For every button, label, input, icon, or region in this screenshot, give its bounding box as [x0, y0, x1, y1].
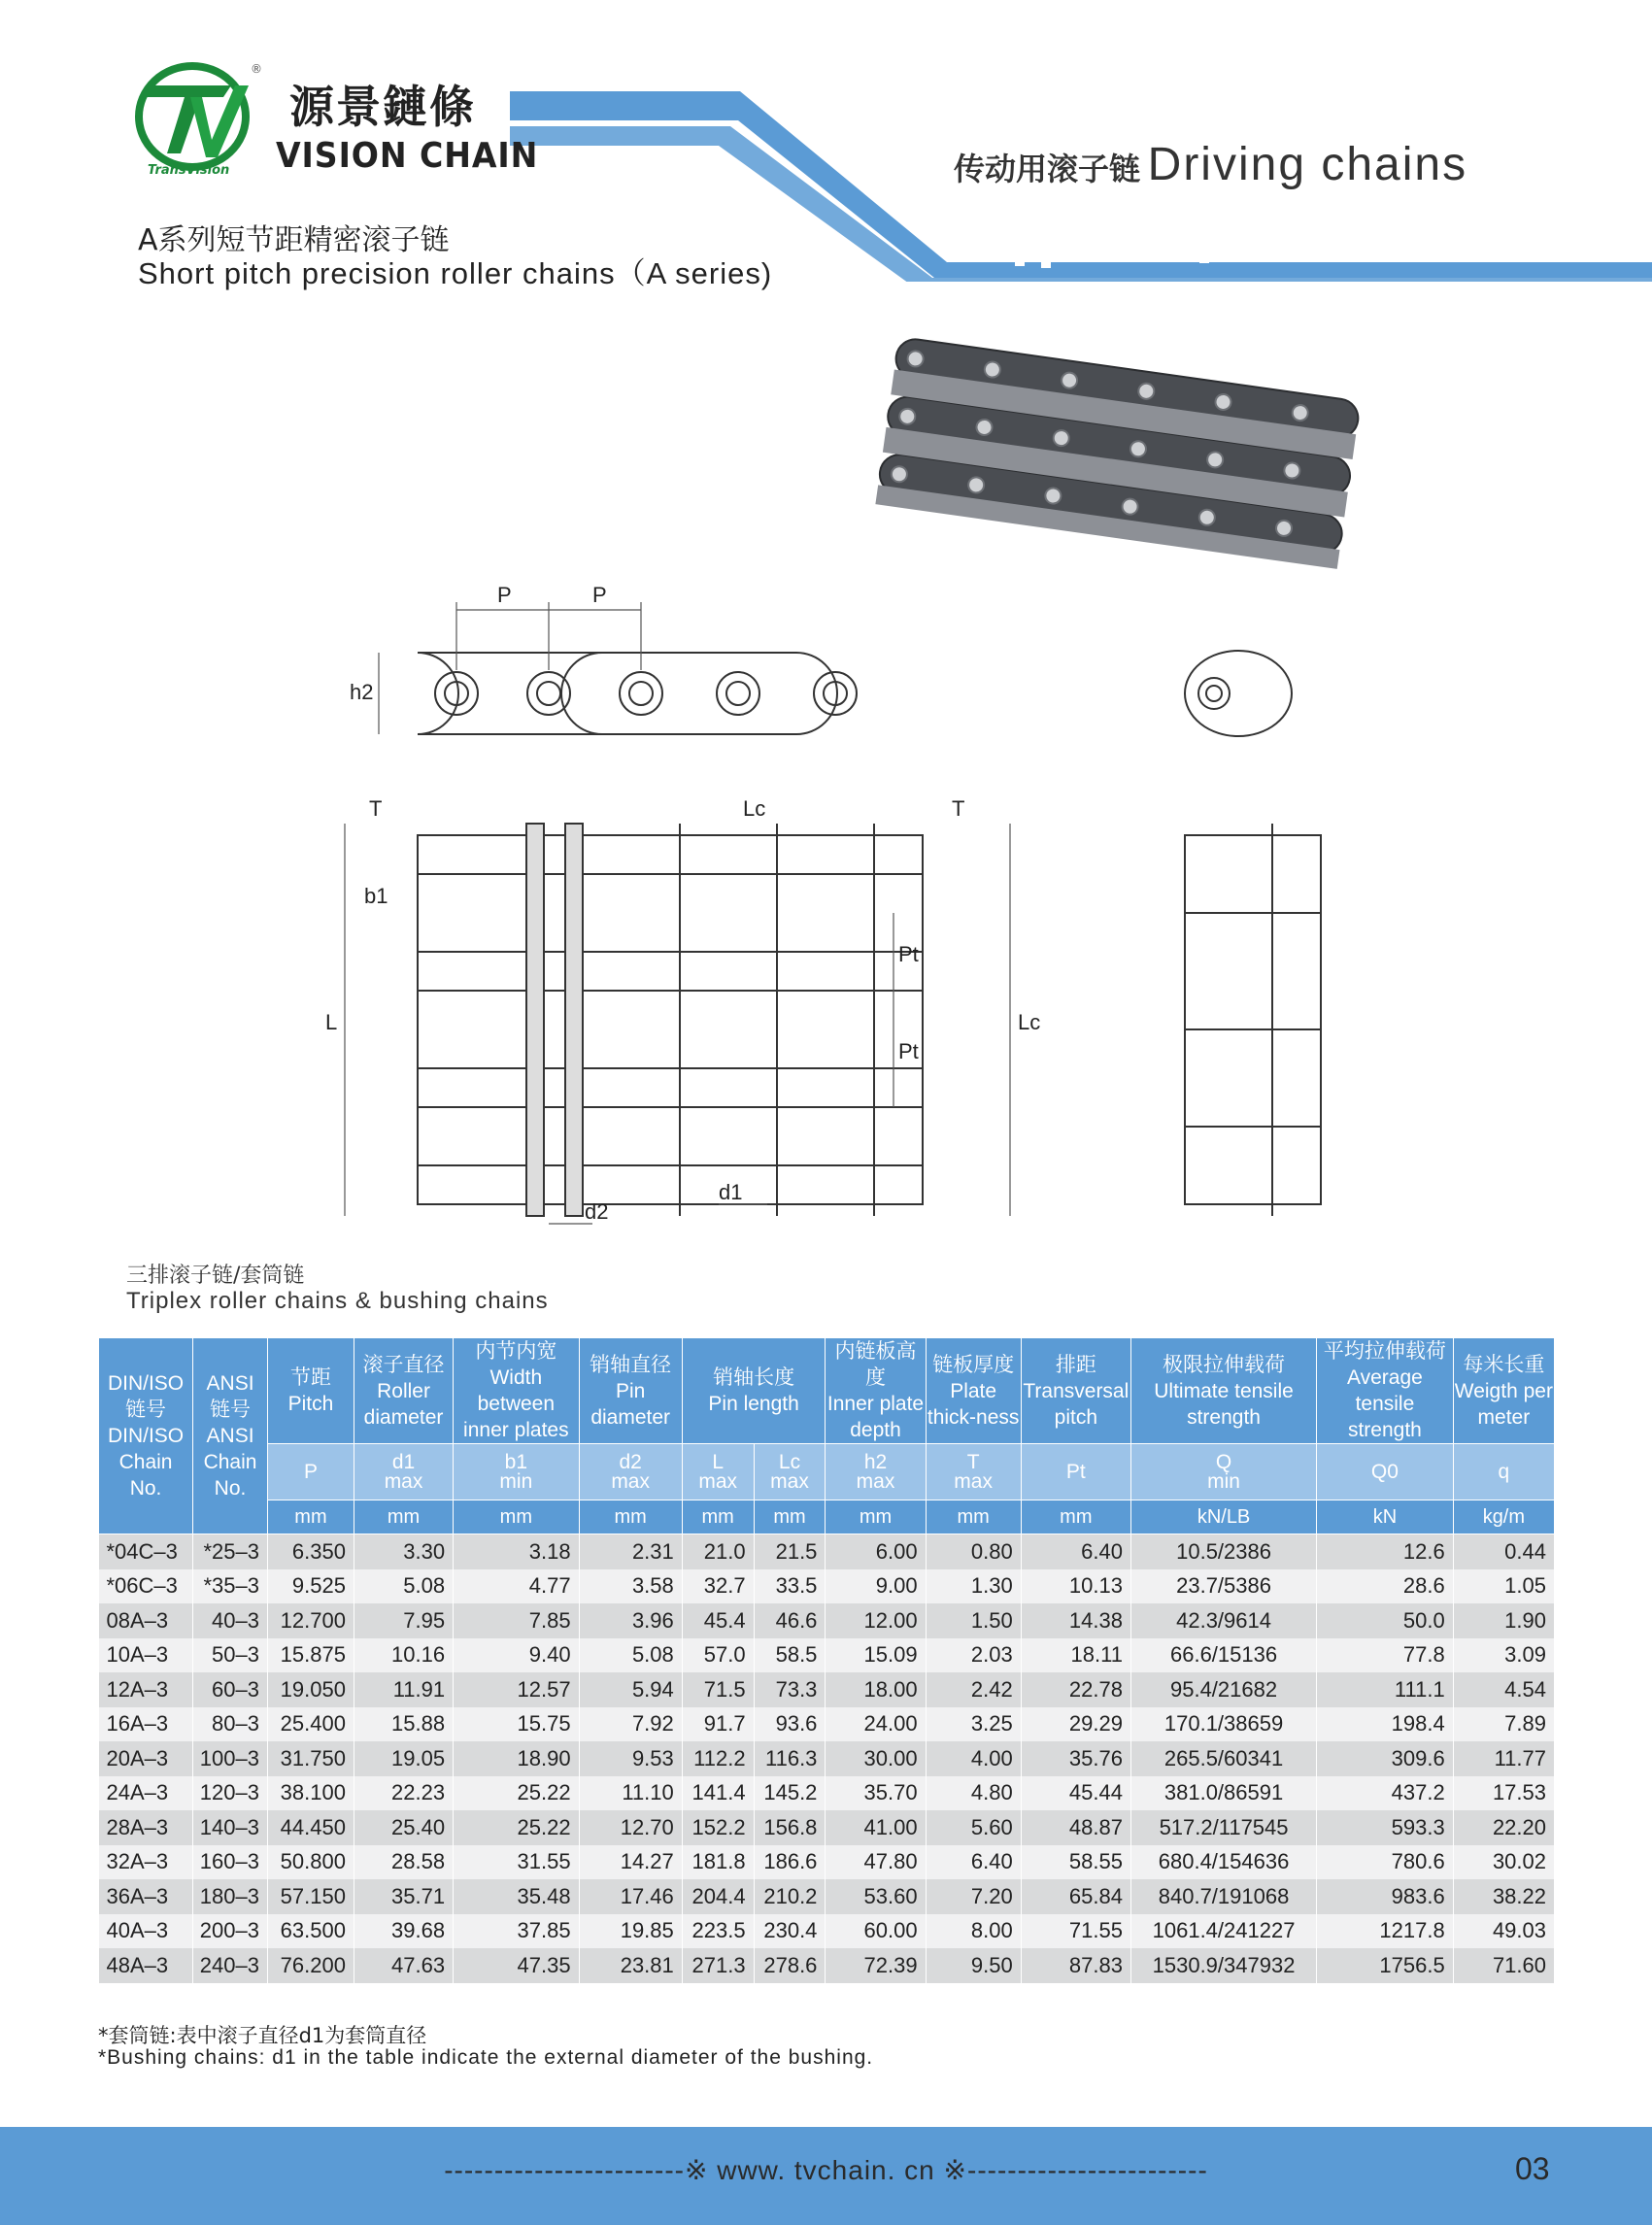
table-cell: 36A–3: [99, 1879, 193, 1914]
label-pt-2: Pt: [898, 1039, 919, 1063]
table-caption-cn: 三排滚子链/套筒链: [126, 1264, 305, 1288]
table-cell: 20A–3: [99, 1741, 193, 1776]
sym-lc: Lc max: [754, 1444, 826, 1500]
col-head-ultimate-strength: 极限拉伸载荷 Ultimate tensile strength: [1130, 1338, 1316, 1444]
table-cell: 19.85: [579, 1914, 682, 1949]
table-cell: 5.94: [579, 1672, 682, 1707]
table-cell: 230.4: [754, 1914, 826, 1949]
label-l: L: [325, 1010, 338, 1034]
table-cell: 7.20: [926, 1879, 1021, 1914]
table-cell: 87.83: [1021, 1948, 1130, 1983]
table-cell: 58.5: [754, 1638, 826, 1673]
unit-d2: mm: [579, 1500, 682, 1534]
sym-b1: b1 min: [454, 1444, 579, 1500]
section-title-en: Driving chains: [1147, 139, 1468, 190]
col-head-roller: 滚子直径 Roller diameter: [354, 1338, 453, 1444]
table-cell: 12.00: [826, 1603, 926, 1638]
section-title: [954, 138, 1467, 191]
table-cell: 22.20: [1453, 1810, 1554, 1845]
table-cell: 680.4/154636: [1130, 1845, 1316, 1880]
table-cell: 210.2: [754, 1879, 826, 1914]
chain-photo: [864, 330, 1379, 592]
table-cell: 71.60: [1453, 1948, 1554, 1983]
table-cell: 57.150: [267, 1879, 354, 1914]
table-row: [99, 1707, 1555, 1742]
table-cell: 76.200: [267, 1948, 354, 1983]
table-cell: 15.875: [267, 1638, 354, 1673]
sym-weight: q: [1453, 1444, 1554, 1500]
table-cell: *35–3: [193, 1569, 268, 1604]
table-cell: 77.8: [1317, 1638, 1454, 1673]
table-cell: 1.05: [1453, 1569, 1554, 1604]
table-cell: 08A–3: [99, 1603, 193, 1638]
table-cell: 24.00: [826, 1707, 926, 1742]
spec-table-body: [99, 1534, 1555, 1983]
section-title-cn: 传动用滚子链: [954, 151, 1141, 187]
table-cell: 93.6: [754, 1707, 826, 1742]
table-cell: 45.44: [1021, 1776, 1130, 1811]
table-cell: 28.58: [354, 1845, 453, 1880]
sym-t: T max: [926, 1444, 1021, 1500]
table-cell: 40–3: [193, 1603, 268, 1638]
table-cell: 1.90: [1453, 1603, 1554, 1638]
table-cell: 170.1/38659: [1130, 1707, 1316, 1742]
unit-lc: mm: [754, 1500, 826, 1534]
table-cell: 19.05: [354, 1741, 453, 1776]
col-head-ansi: ANSI 链号 ANSI Chain No.: [193, 1338, 268, 1534]
table-cell: 5.08: [579, 1638, 682, 1673]
col-head-plate-depth: 内链板高度 Inner plate depth: [826, 1338, 926, 1444]
label-lc-top: Lc: [743, 796, 766, 821]
table-cell: 45.4: [682, 1603, 754, 1638]
table-cell: 9.40: [454, 1638, 579, 1673]
table-cell: 48.87: [1021, 1810, 1130, 1845]
table-cell: 145.2: [754, 1776, 826, 1811]
table-cell: 44.450: [267, 1810, 354, 1845]
table-cell: 7.95: [354, 1603, 453, 1638]
col-head-plate-thickness: 链板厚度 Plate thick-ness: [926, 1338, 1021, 1444]
table-cell: 35.76: [1021, 1741, 1130, 1776]
table-cell: 50–3: [193, 1638, 268, 1673]
table-cell: 265.5/60341: [1130, 1741, 1316, 1776]
table-cell: 49.03: [1453, 1914, 1554, 1949]
table-cell: 17.53: [1453, 1776, 1554, 1811]
table-cell: 30.02: [1453, 1845, 1554, 1880]
table-cell: 57.0: [682, 1638, 754, 1673]
table-cell: 6.00: [826, 1534, 926, 1569]
spec-table: [98, 1337, 1555, 1983]
table-cell: 1.30: [926, 1569, 1021, 1604]
table-cell: 181.8: [682, 1845, 754, 1880]
table-cell: 60–3: [193, 1672, 268, 1707]
table-cell: 9.525: [267, 1569, 354, 1604]
table-cell: 4.77: [454, 1569, 579, 1604]
table-cell: 39.68: [354, 1914, 453, 1949]
sym-q: Q min: [1130, 1444, 1316, 1500]
table-cell: 3.09: [1453, 1638, 1554, 1673]
table-cell: 48A–3: [99, 1948, 193, 1983]
table-cell: 23.7/5386: [1130, 1569, 1316, 1604]
table-cell: 271.3: [682, 1948, 754, 1983]
table-cell: 15.09: [826, 1638, 926, 1673]
table-cell: 5.60: [926, 1810, 1021, 1845]
table-cell: 47.80: [826, 1845, 926, 1880]
table-cell: 91.7: [682, 1707, 754, 1742]
table-cell: 12A–3: [99, 1672, 193, 1707]
table-cell: 63.500: [267, 1914, 354, 1949]
table-cell: 18.11: [1021, 1638, 1130, 1673]
unit-b1: mm: [454, 1500, 579, 1534]
table-cell: 141.4: [682, 1776, 754, 1811]
table-cell: 120–3: [193, 1776, 268, 1811]
label-lc-right: Lc: [1018, 1010, 1041, 1034]
table-cell: 15.88: [354, 1707, 453, 1742]
table-cell: 7.85: [454, 1603, 579, 1638]
table-cell: 186.6: [754, 1845, 826, 1880]
table-cell: 11.77: [1453, 1741, 1554, 1776]
label-t-left: T: [369, 796, 383, 821]
label-p-2: P: [592, 583, 607, 607]
chain-technical-drawing: [311, 583, 1360, 1233]
table-cell: 30.00: [826, 1741, 926, 1776]
col-head-transversal-pitch: 排距 Transversal pitch: [1021, 1338, 1130, 1444]
unit-q0: kN: [1317, 1500, 1454, 1534]
table-cell: 780.6: [1317, 1845, 1454, 1880]
table-cell: 14.27: [579, 1845, 682, 1880]
unit-p: mm: [267, 1500, 354, 1534]
table-cell: 38.22: [1453, 1879, 1554, 1914]
unit-l: mm: [682, 1500, 754, 1534]
col-head-width: 内节内宽 Width between inner plates: [454, 1338, 579, 1444]
table-cell: 240–3: [193, 1948, 268, 1983]
table-cell: *04C–3: [99, 1534, 193, 1569]
table-cell: 2.42: [926, 1672, 1021, 1707]
unit-q: kN/LB: [1130, 1500, 1316, 1534]
unit-t: mm: [926, 1500, 1021, 1534]
table-cell: 111.1: [1317, 1672, 1454, 1707]
registered-mark: ®: [251, 62, 262, 76]
table-row: [99, 1810, 1555, 1845]
table-cell: 46.6: [754, 1603, 826, 1638]
table-cell: 15.75: [454, 1707, 579, 1742]
label-d2: d2: [585, 1199, 609, 1224]
sym-h2: h2 max: [826, 1444, 926, 1500]
table-cell: 17.46: [579, 1879, 682, 1914]
table-cell: 6.40: [926, 1845, 1021, 1880]
table-cell: 11.10: [579, 1776, 682, 1811]
table-cell: 22.23: [354, 1776, 453, 1811]
table-cell: 9.53: [579, 1741, 682, 1776]
label-b1: b1: [364, 884, 388, 908]
table-cell: 200–3: [193, 1914, 268, 1949]
sym-d2: d2 max: [579, 1444, 682, 1500]
col-head-average-strength: 平均拉伸载荷 Average tensile strength: [1317, 1338, 1454, 1444]
table-row: [99, 1948, 1555, 1983]
table-cell: 983.6: [1317, 1879, 1454, 1914]
table-cell: 58.55: [1021, 1845, 1130, 1880]
table-cell: 156.8: [754, 1810, 826, 1845]
table-cell: 71.55: [1021, 1914, 1130, 1949]
table-cell: 198.4: [1317, 1707, 1454, 1742]
table-cell: 32A–3: [99, 1845, 193, 1880]
table-cell: 18.00: [826, 1672, 926, 1707]
footer-website: ------------------------※ www. tvchain. cn ※------------------------: [444, 2155, 1208, 2185]
table-cell: 10.5/2386: [1130, 1534, 1316, 1569]
table-cell: 4.00: [926, 1741, 1021, 1776]
label-d1: d1: [719, 1180, 743, 1204]
table-cell: 10.13: [1021, 1569, 1130, 1604]
table-cell: 309.6: [1317, 1741, 1454, 1776]
table-cell: 7.89: [1453, 1707, 1554, 1742]
table-cell: *25–3: [193, 1534, 268, 1569]
table-cell: 180–3: [193, 1879, 268, 1914]
series-title-en: Short pitch precision roller chains（A series): [138, 256, 773, 290]
table-cell: 381.0/86591: [1130, 1776, 1316, 1811]
table-cell: 31.55: [454, 1845, 579, 1880]
table-cell: 204.4: [682, 1879, 754, 1914]
table-cell: 28.6: [1317, 1569, 1454, 1604]
table-cell: 223.5: [682, 1914, 754, 1949]
table-cell: 71.5: [682, 1672, 754, 1707]
table-cell: 24A–3: [99, 1776, 193, 1811]
table-cell: 278.6: [754, 1948, 826, 1983]
table-cell: 25.22: [454, 1810, 579, 1845]
table-cell: 12.57: [454, 1672, 579, 1707]
table-cell: 840.7/191068: [1130, 1879, 1316, 1914]
table-cell: 7.92: [579, 1707, 682, 1742]
brand-name-en: VISION CHAIN: [276, 136, 539, 176]
table-cell: 3.18: [454, 1534, 579, 1569]
sym-d1: d1 max: [354, 1444, 453, 1500]
col-head-pin-diameter: 销轴直径 Pin diameter: [579, 1338, 682, 1444]
table-cell: 1530.9/347932: [1130, 1948, 1316, 1983]
table-cell: 37.85: [454, 1914, 579, 1949]
table-cell: 9.00: [826, 1569, 926, 1604]
sym-pt: Pt: [1021, 1444, 1130, 1500]
brand-name-cn: 源景鏈條: [289, 81, 476, 133]
logo-subtitle: TransVision: [148, 163, 230, 178]
table-row: [99, 1776, 1555, 1811]
table-cell: 0.44: [1453, 1534, 1554, 1569]
table-cell: 32.7: [682, 1569, 754, 1604]
table-cell: 116.3: [754, 1741, 826, 1776]
table-cell: 160–3: [193, 1845, 268, 1880]
table-cell: 6.40: [1021, 1534, 1130, 1569]
table-cell: 8.00: [926, 1914, 1021, 1949]
sym-l: L max: [682, 1444, 754, 1500]
table-cell: 25.22: [454, 1776, 579, 1811]
table-row: [99, 1534, 1555, 1569]
table-row: [99, 1672, 1555, 1707]
table-cell: 10.16: [354, 1638, 453, 1673]
table-cell: 12.70: [579, 1810, 682, 1845]
table-cell: 50.800: [267, 1845, 354, 1880]
table-cell: 1061.4/241227: [1130, 1914, 1316, 1949]
series-title-cn: A系列短节距精密滚子链: [138, 223, 450, 257]
col-head-pitch: 节距 Pitch: [267, 1338, 354, 1444]
table-cell: 18.90: [454, 1741, 579, 1776]
table-cell: 47.35: [454, 1948, 579, 1983]
col-head-iso: DIN/ISO 链号 DIN/ISO Chain No.: [99, 1338, 193, 1534]
table-cell: 66.6/15136: [1130, 1638, 1316, 1673]
table-row: [99, 1845, 1555, 1880]
table-cell: 2.03: [926, 1638, 1021, 1673]
table-cell: 140–3: [193, 1810, 268, 1845]
unit-weight: kg/m: [1453, 1500, 1554, 1534]
table-cell: 1.50: [926, 1603, 1021, 1638]
table-cell: 65.84: [1021, 1879, 1130, 1914]
table-cell: 21.0: [682, 1534, 754, 1569]
table-cell: 25.40: [354, 1810, 453, 1845]
table-cell: 152.2: [682, 1810, 754, 1845]
table-cell: 517.2/117545: [1130, 1810, 1316, 1845]
label-t-right: T: [952, 796, 965, 821]
table-cell: 35.48: [454, 1879, 579, 1914]
table-cell: 40A–3: [99, 1914, 193, 1949]
table-cell: 25.400: [267, 1707, 354, 1742]
table-cell: 53.60: [826, 1879, 926, 1914]
sym-p: P: [267, 1444, 354, 1500]
table-cell: 1756.5: [1317, 1948, 1454, 1983]
table-row: [99, 1879, 1555, 1914]
table-cell: 41.00: [826, 1810, 926, 1845]
table-cell: 4.54: [1453, 1672, 1554, 1707]
label-h2: h2: [350, 680, 374, 704]
table-row: [99, 1741, 1555, 1776]
table-cell: 3.96: [579, 1603, 682, 1638]
label-pt-1: Pt: [898, 942, 919, 966]
table-cell: 35.70: [826, 1776, 926, 1811]
table-cell: 33.5: [754, 1569, 826, 1604]
sym-q0: Q0: [1317, 1444, 1454, 1500]
table-row: [99, 1638, 1555, 1673]
table-cell: 72.39: [826, 1948, 926, 1983]
table-cell: 22.78: [1021, 1672, 1130, 1707]
table-row: [99, 1914, 1555, 1949]
table-cell: 47.63: [354, 1948, 453, 1983]
table-cell: 38.100: [267, 1776, 354, 1811]
table-caption-en: Triplex roller chains & bushing chains: [126, 1288, 549, 1314]
table-cell: 112.2: [682, 1741, 754, 1776]
table-cell: 11.91: [354, 1672, 453, 1707]
table-cell: 3.25: [926, 1707, 1021, 1742]
unit-h2: mm: [826, 1500, 926, 1534]
table-cell: 6.350: [267, 1534, 354, 1569]
table-cell: 3.58: [579, 1569, 682, 1604]
table-cell: 437.2: [1317, 1776, 1454, 1811]
table-cell: 5.08: [354, 1569, 453, 1604]
col-head-pin-length: 销轴长度 Pin length: [682, 1338, 826, 1444]
note-en: *Bushing chains: d1 in the table indicate the external diameter of the bushing.: [98, 2046, 874, 2069]
table-cell: 23.81: [579, 1948, 682, 1983]
table-cell: 31.750: [267, 1741, 354, 1776]
table-cell: 80–3: [193, 1707, 268, 1742]
unit-d1: mm: [354, 1500, 453, 1534]
table-cell: 0.80: [926, 1534, 1021, 1569]
note-cn: *套筒链:表中滚子直径d1为套筒直径: [98, 2024, 427, 2047]
table-cell: 28A–3: [99, 1810, 193, 1845]
table-cell: 100–3: [193, 1741, 268, 1776]
table-cell: 4.80: [926, 1776, 1021, 1811]
table-cell: 60.00: [826, 1914, 926, 1949]
page-number: 03: [1515, 2151, 1550, 2186]
table-cell: 73.3: [754, 1672, 826, 1707]
table-row: [99, 1603, 1555, 1638]
table-cell: 29.29: [1021, 1707, 1130, 1742]
table-cell: 9.50: [926, 1948, 1021, 1983]
table-cell: 19.050: [267, 1672, 354, 1707]
table-cell: 593.3: [1317, 1810, 1454, 1845]
table-cell: 12.700: [267, 1603, 354, 1638]
table-cell: 3.30: [354, 1534, 453, 1569]
label-p-1: P: [497, 583, 512, 607]
table-row: [99, 1569, 1555, 1604]
table-cell: 35.71: [354, 1879, 453, 1914]
table-cell: 50.0: [1317, 1603, 1454, 1638]
table-cell: 1217.8: [1317, 1914, 1454, 1949]
table-cell: 12.6: [1317, 1534, 1454, 1569]
table-cell: 16A–3: [99, 1707, 193, 1742]
table-cell: 42.3/9614: [1130, 1603, 1316, 1638]
col-head-weight: 每米长重 Weigth per meter: [1453, 1338, 1554, 1444]
table-cell: 2.31: [579, 1534, 682, 1569]
table-cell: *06C–3: [99, 1569, 193, 1604]
table-cell: 10A–3: [99, 1638, 193, 1673]
table-cell: 21.5: [754, 1534, 826, 1569]
unit-pt: mm: [1021, 1500, 1130, 1534]
table-cell: 14.38: [1021, 1603, 1130, 1638]
table-cell: 95.4/21682: [1130, 1672, 1316, 1707]
